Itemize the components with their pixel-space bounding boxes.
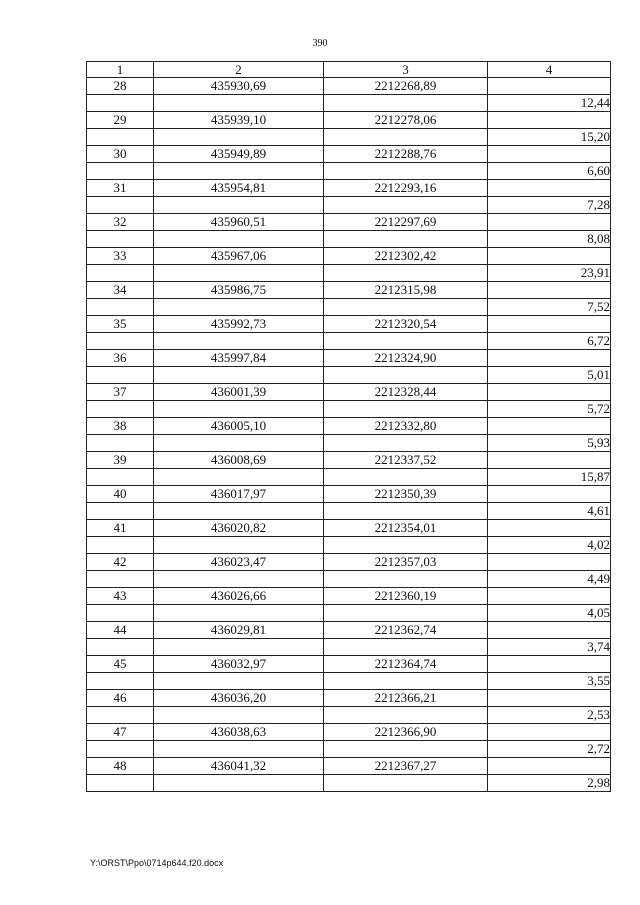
distance-cell: 3,74 xyxy=(488,639,611,656)
empty-cell xyxy=(154,537,324,554)
coordinates-table xyxy=(86,61,611,792)
table-row xyxy=(87,299,611,316)
empty-cell xyxy=(154,401,324,418)
distance-cell: 5,72 xyxy=(488,401,611,418)
column-header: 2 xyxy=(154,62,324,78)
x-coordinate-cell: 436032,97 xyxy=(154,656,324,673)
y-coordinate-cell: 2212354,01 xyxy=(324,520,488,537)
empty-cell xyxy=(324,367,488,384)
table-row xyxy=(87,248,611,265)
distance-cell: 2,53 xyxy=(488,707,611,724)
point-number-cell: 38 xyxy=(87,418,154,435)
point-number-cell: 40 xyxy=(87,486,154,503)
empty-cell xyxy=(488,452,611,469)
point-number-cell: 31 xyxy=(87,180,154,197)
x-coordinate-cell: 436038,63 xyxy=(154,724,324,741)
empty-cell xyxy=(154,163,324,180)
table-row xyxy=(87,775,611,792)
point-number-cell: 30 xyxy=(87,146,154,163)
table-row xyxy=(87,656,611,673)
empty-cell xyxy=(488,112,611,129)
distance-cell: 2,98 xyxy=(488,775,611,792)
empty-cell xyxy=(154,197,324,214)
y-coordinate-cell: 2212328,44 xyxy=(324,384,488,401)
empty-cell xyxy=(154,129,324,146)
y-coordinate-cell: 2212332,80 xyxy=(324,418,488,435)
y-coordinate-cell: 2212364,74 xyxy=(324,656,488,673)
empty-cell xyxy=(87,503,154,520)
empty-cell xyxy=(488,520,611,537)
column-header: 4 xyxy=(488,62,611,78)
table-row xyxy=(87,554,611,571)
point-number-cell: 32 xyxy=(87,214,154,231)
empty-cell xyxy=(87,707,154,724)
point-number-cell: 34 xyxy=(87,282,154,299)
empty-cell xyxy=(154,469,324,486)
empty-cell xyxy=(154,435,324,452)
empty-cell xyxy=(324,537,488,554)
empty-cell xyxy=(488,214,611,231)
table-row xyxy=(87,673,611,690)
table-row xyxy=(87,520,611,537)
empty-cell xyxy=(87,401,154,418)
point-number-cell: 45 xyxy=(87,656,154,673)
x-coordinate-cell: 436005,10 xyxy=(154,418,324,435)
empty-cell xyxy=(87,741,154,758)
table-row xyxy=(87,401,611,418)
table-row xyxy=(87,78,611,95)
table-row xyxy=(87,571,611,588)
point-number-cell: 28 xyxy=(87,78,154,95)
x-coordinate-cell: 436001,39 xyxy=(154,384,324,401)
empty-cell xyxy=(87,537,154,554)
table-row xyxy=(87,384,611,401)
table-row xyxy=(87,741,611,758)
y-coordinate-cell: 2212320,54 xyxy=(324,316,488,333)
point-number-cell: 41 xyxy=(87,520,154,537)
empty-cell xyxy=(324,605,488,622)
distance-cell: 3,55 xyxy=(488,673,611,690)
distance-cell: 6,72 xyxy=(488,333,611,350)
table-row xyxy=(87,265,611,282)
empty-cell xyxy=(87,673,154,690)
x-coordinate-cell: 436017,97 xyxy=(154,486,324,503)
x-coordinate-cell: 435939,10 xyxy=(154,112,324,129)
x-coordinate-cell: 436029,81 xyxy=(154,622,324,639)
table-row xyxy=(87,333,611,350)
empty-cell xyxy=(87,435,154,452)
file-path-footer: Y:\ORST\Ppo\0714p644.f20.docx xyxy=(90,858,224,868)
table-row xyxy=(87,707,611,724)
distance-cell: 6,60 xyxy=(488,163,611,180)
distance-cell: 4,02 xyxy=(488,537,611,554)
point-number-cell: 29 xyxy=(87,112,154,129)
point-number-cell: 44 xyxy=(87,622,154,639)
empty-cell xyxy=(154,741,324,758)
empty-cell xyxy=(154,299,324,316)
empty-cell xyxy=(154,95,324,112)
empty-cell xyxy=(154,639,324,656)
empty-cell xyxy=(488,146,611,163)
empty-cell xyxy=(154,333,324,350)
table-header-row xyxy=(87,62,611,78)
y-coordinate-cell: 2212350,39 xyxy=(324,486,488,503)
empty-cell xyxy=(324,673,488,690)
x-coordinate-cell: 435986,75 xyxy=(154,282,324,299)
empty-cell xyxy=(488,622,611,639)
x-coordinate-cell: 436008,69 xyxy=(154,452,324,469)
empty-cell xyxy=(87,95,154,112)
point-number-cell: 43 xyxy=(87,588,154,605)
empty-cell xyxy=(324,333,488,350)
table-row xyxy=(87,622,611,639)
table-row xyxy=(87,724,611,741)
x-coordinate-cell: 435949,89 xyxy=(154,146,324,163)
y-coordinate-cell: 2212366,90 xyxy=(324,724,488,741)
page-number: 390 xyxy=(312,38,328,49)
y-coordinate-cell: 2212278,06 xyxy=(324,112,488,129)
table-row xyxy=(87,758,611,775)
table-row xyxy=(87,503,611,520)
empty-cell xyxy=(488,316,611,333)
empty-cell xyxy=(324,231,488,248)
table-row xyxy=(87,350,611,367)
empty-cell xyxy=(87,639,154,656)
table-row xyxy=(87,231,611,248)
y-coordinate-cell: 2212367,27 xyxy=(324,758,488,775)
empty-cell xyxy=(154,605,324,622)
empty-cell xyxy=(488,248,611,265)
y-coordinate-cell: 2212297,69 xyxy=(324,214,488,231)
point-number-cell: 46 xyxy=(87,690,154,707)
distance-cell: 2,72 xyxy=(488,741,611,758)
empty-cell xyxy=(87,367,154,384)
table-row xyxy=(87,95,611,112)
x-coordinate-cell: 435992,73 xyxy=(154,316,324,333)
empty-cell xyxy=(324,775,488,792)
y-coordinate-cell: 2212288,76 xyxy=(324,146,488,163)
empty-cell xyxy=(154,503,324,520)
empty-cell xyxy=(324,197,488,214)
x-coordinate-cell: 436023,47 xyxy=(154,554,324,571)
empty-cell xyxy=(87,265,154,282)
empty-cell xyxy=(324,163,488,180)
table-row xyxy=(87,588,611,605)
y-coordinate-cell: 2212268,89 xyxy=(324,78,488,95)
point-number-cell: 37 xyxy=(87,384,154,401)
empty-cell xyxy=(488,588,611,605)
distance-cell: 5,01 xyxy=(488,367,611,384)
x-coordinate-cell: 435967,06 xyxy=(154,248,324,265)
empty-cell xyxy=(488,758,611,775)
x-coordinate-cell: 436026,66 xyxy=(154,588,324,605)
point-number-cell: 48 xyxy=(87,758,154,775)
table-row xyxy=(87,639,611,656)
point-number-cell: 33 xyxy=(87,248,154,265)
empty-cell xyxy=(324,95,488,112)
point-number-cell: 47 xyxy=(87,724,154,741)
empty-cell xyxy=(324,435,488,452)
empty-cell xyxy=(324,741,488,758)
table-row xyxy=(87,367,611,384)
table-row xyxy=(87,486,611,503)
column-header: 1 xyxy=(87,62,154,78)
empty-cell xyxy=(324,469,488,486)
x-coordinate-cell: 436020,82 xyxy=(154,520,324,537)
empty-cell xyxy=(87,163,154,180)
table-row xyxy=(87,469,611,486)
y-coordinate-cell: 2212324,90 xyxy=(324,350,488,367)
empty-cell xyxy=(87,469,154,486)
distance-cell: 23,91 xyxy=(488,265,611,282)
empty-cell xyxy=(154,367,324,384)
y-coordinate-cell: 2212293,16 xyxy=(324,180,488,197)
table-row xyxy=(87,605,611,622)
y-coordinate-cell: 2212360,19 xyxy=(324,588,488,605)
distance-cell: 8,08 xyxy=(488,231,611,248)
x-coordinate-cell: 435997,84 xyxy=(154,350,324,367)
empty-cell xyxy=(154,265,324,282)
table-row xyxy=(87,112,611,129)
empty-cell xyxy=(154,231,324,248)
empty-cell xyxy=(324,299,488,316)
table-row xyxy=(87,214,611,231)
empty-cell xyxy=(324,707,488,724)
empty-cell xyxy=(324,571,488,588)
empty-cell xyxy=(87,333,154,350)
empty-cell xyxy=(488,282,611,299)
distance-cell: 12,44 xyxy=(488,95,611,112)
table-row xyxy=(87,163,611,180)
x-coordinate-cell: 435960,51 xyxy=(154,214,324,231)
empty-cell xyxy=(154,775,324,792)
x-coordinate-cell: 435954,81 xyxy=(154,180,324,197)
point-number-cell: 42 xyxy=(87,554,154,571)
table-row xyxy=(87,690,611,707)
x-coordinate-cell: 436036,20 xyxy=(154,690,324,707)
table-row xyxy=(87,180,611,197)
empty-cell xyxy=(154,571,324,588)
table-row xyxy=(87,146,611,163)
empty-cell xyxy=(488,350,611,367)
empty-cell xyxy=(87,197,154,214)
empty-cell xyxy=(324,129,488,146)
distance-cell: 5,93 xyxy=(488,435,611,452)
empty-cell xyxy=(87,129,154,146)
table-row xyxy=(87,452,611,469)
distance-cell: 4,61 xyxy=(488,503,611,520)
empty-cell xyxy=(324,503,488,520)
table-row xyxy=(87,418,611,435)
distance-cell: 15,20 xyxy=(488,129,611,146)
empty-cell xyxy=(488,418,611,435)
x-coordinate-cell: 436041,32 xyxy=(154,758,324,775)
empty-cell xyxy=(488,384,611,401)
table-body xyxy=(87,78,611,792)
empty-cell xyxy=(87,775,154,792)
distance-cell: 7,28 xyxy=(488,197,611,214)
point-number-cell: 39 xyxy=(87,452,154,469)
y-coordinate-cell: 2212366,21 xyxy=(324,690,488,707)
distance-cell: 4,49 xyxy=(488,571,611,588)
x-coordinate-cell: 435930,69 xyxy=(154,78,324,95)
table-row xyxy=(87,435,611,452)
empty-cell xyxy=(324,401,488,418)
table-row xyxy=(87,129,611,146)
table-row xyxy=(87,316,611,333)
empty-cell xyxy=(488,180,611,197)
empty-cell xyxy=(324,639,488,656)
point-number-cell: 36 xyxy=(87,350,154,367)
y-coordinate-cell: 2212337,52 xyxy=(324,452,488,469)
table-row xyxy=(87,197,611,214)
table-row xyxy=(87,537,611,554)
empty-cell xyxy=(488,690,611,707)
empty-cell xyxy=(87,571,154,588)
point-number-cell: 35 xyxy=(87,316,154,333)
table-row xyxy=(87,282,611,299)
y-coordinate-cell: 2212315,98 xyxy=(324,282,488,299)
distance-cell: 15,87 xyxy=(488,469,611,486)
y-coordinate-cell: 2212302,42 xyxy=(324,248,488,265)
empty-cell xyxy=(87,299,154,316)
y-coordinate-cell: 2212362,74 xyxy=(324,622,488,639)
empty-cell xyxy=(488,724,611,741)
y-coordinate-cell: 2212357,03 xyxy=(324,554,488,571)
empty-cell xyxy=(488,486,611,503)
distance-cell: 4,05 xyxy=(488,605,611,622)
column-header: 3 xyxy=(324,62,488,78)
empty-cell xyxy=(154,673,324,690)
empty-cell xyxy=(488,554,611,571)
empty-cell xyxy=(488,78,611,95)
empty-cell xyxy=(488,656,611,673)
empty-cell xyxy=(324,265,488,282)
empty-cell xyxy=(87,231,154,248)
distance-cell: 7,52 xyxy=(488,299,611,316)
empty-cell xyxy=(87,605,154,622)
empty-cell xyxy=(154,707,324,724)
